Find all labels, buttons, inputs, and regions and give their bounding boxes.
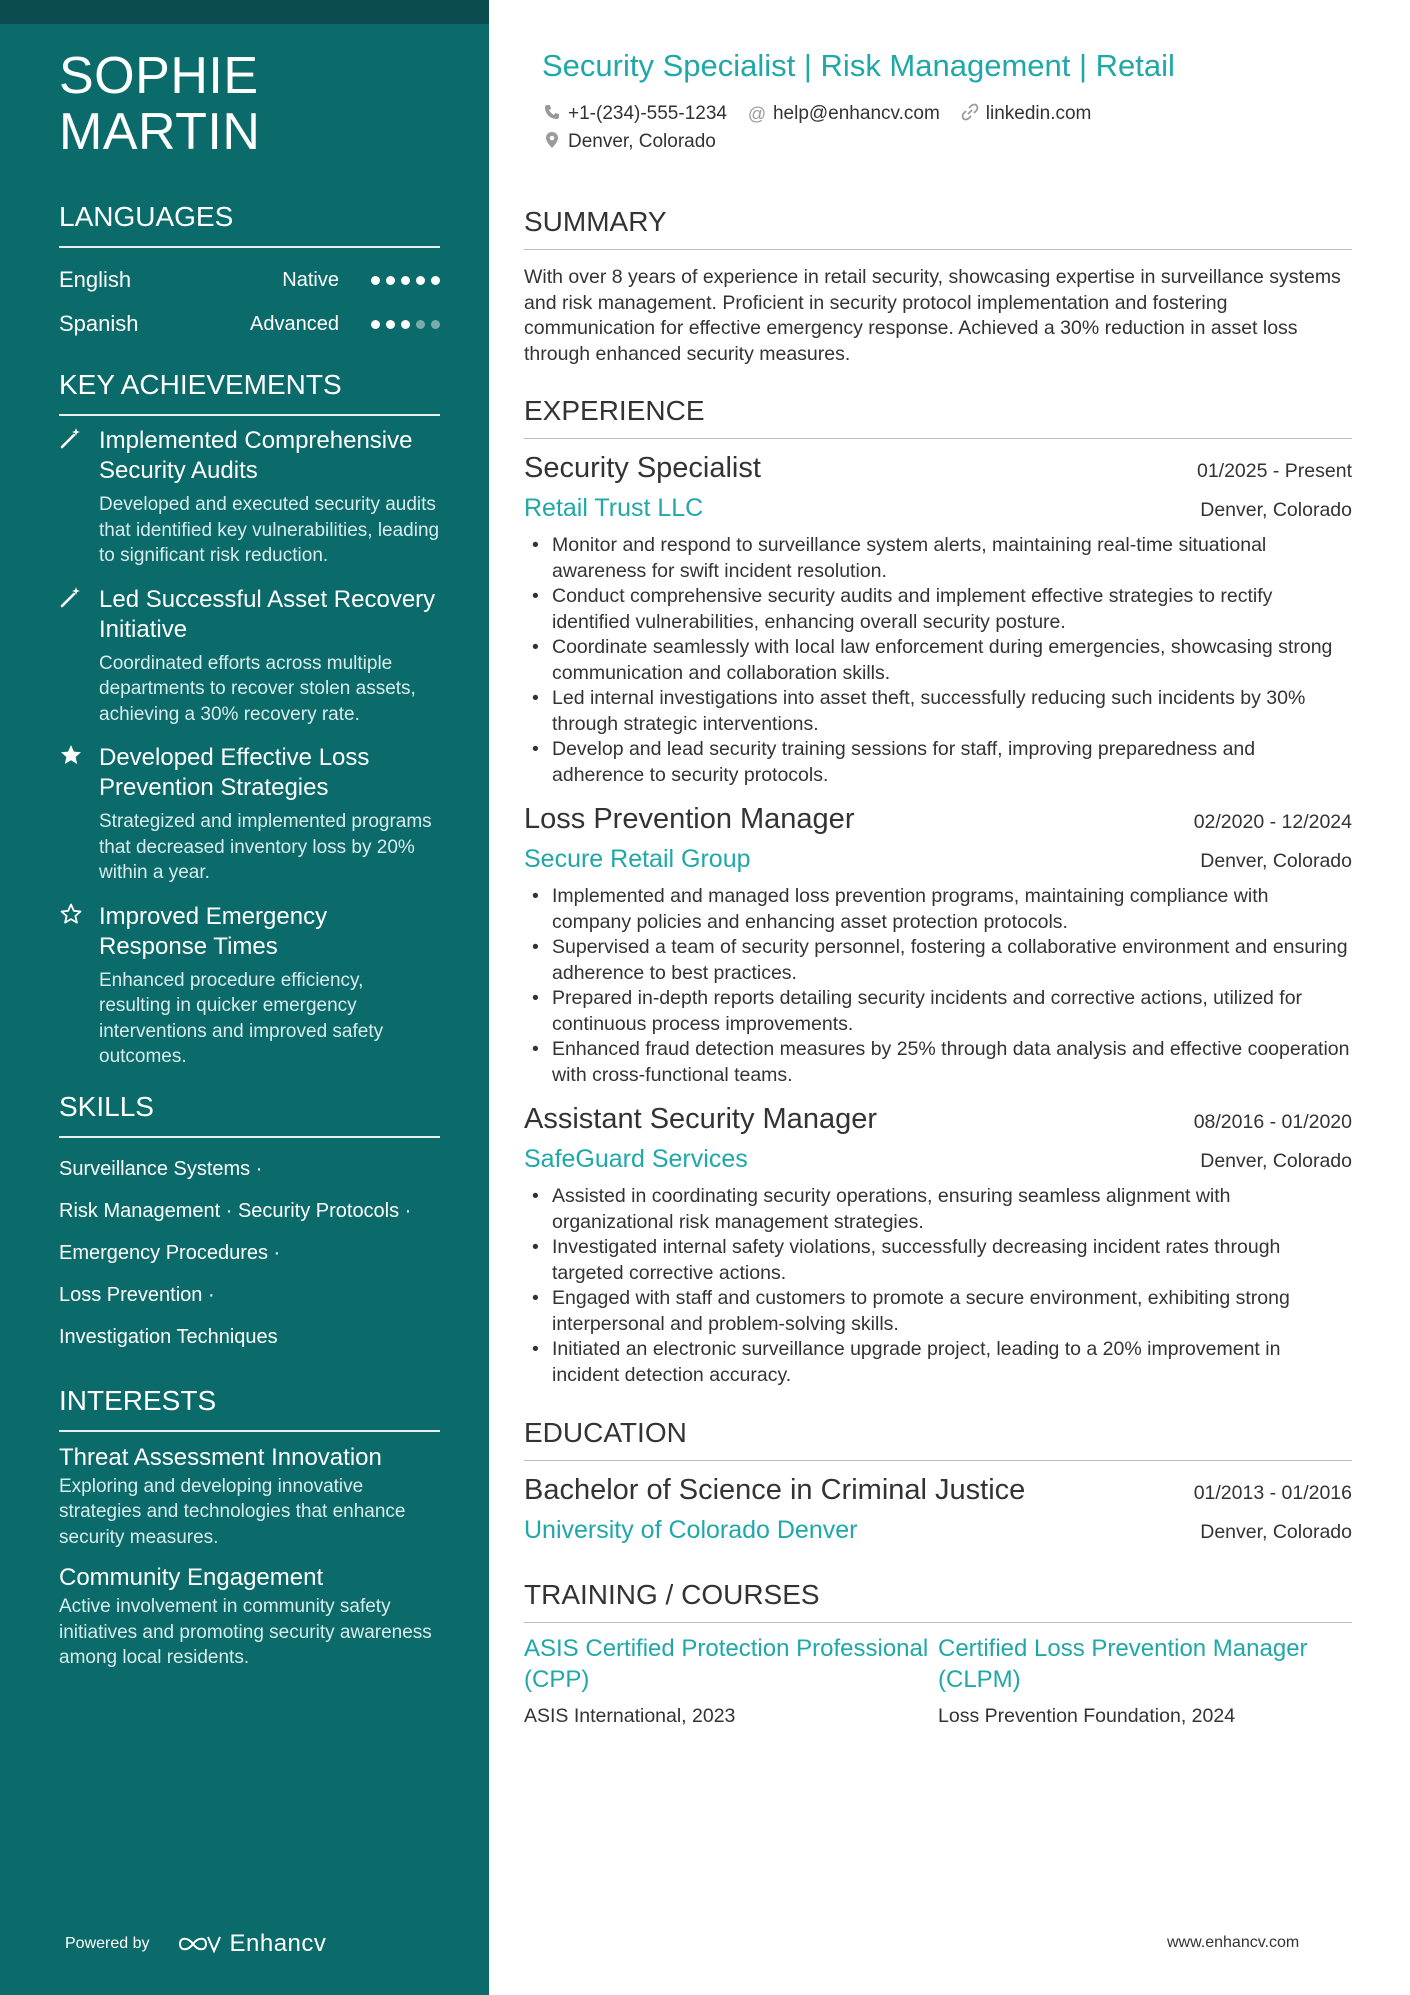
job-location: Denver, Colorado	[1200, 850, 1352, 872]
contact-info	[542, 100, 1091, 156]
job-dates: 01/2025 - Present	[1196, 460, 1352, 482]
magic-wand-icon	[59, 426, 99, 569]
achievement-item	[59, 585, 440, 728]
course-item	[524, 1633, 938, 1728]
skill-line: Surveillance Systems ·	[59, 1157, 263, 1180]
enhancv-logo[interactable]	[176, 1930, 327, 1958]
course-title: ASIS Certified Protection Professional (CPP)	[524, 1635, 929, 1693]
bullet: • Conduct comprehensive security audits and implement effective strategies to rectify identified vulnerabilities, enhancing overall security posture.	[524, 584, 1352, 635]
achievement-title: Improved Emergency Response Times	[99, 902, 328, 960]
sidebar-top-bar	[0, 0, 489, 24]
dot	[416, 276, 425, 285]
interest-title: Threat Assessment Innovation	[59, 1443, 382, 1471]
last-name: MARTIN	[59, 103, 261, 161]
achievement-desc: Developed and executed security audits that identified key vulnerabilities, leading to significant risk reduction.	[99, 494, 440, 566]
interest-desc: Exploring and developing innovative strategies and technologies that enhance security measures.	[59, 1475, 406, 1548]
job-company: SafeGuard Services	[524, 1145, 748, 1173]
powered-by-label: Powered by	[65, 1935, 150, 1952]
language-level: Native	[282, 268, 339, 291]
enhancv-logo-icon	[176, 1933, 222, 1955]
bullet: • Investigated internal safety violations, successfully decreasing incident rates through targeted corrective actions.	[524, 1235, 1352, 1286]
job-title: Security Specialist	[524, 452, 761, 484]
job-title: Loss Prevention Manager	[524, 803, 855, 835]
location-pin-icon	[542, 131, 562, 154]
sidebar-content	[59, 48, 440, 1683]
course-org: ASIS International, 2023	[524, 1705, 736, 1727]
experience-heading: EXPERIENCE	[524, 394, 1352, 439]
powered-by	[65, 1930, 326, 1958]
bullet: • Coordinate seamlessly with local law enforcement during emergencies, showcasing strong communication and collaboration skills.	[524, 635, 1352, 686]
location	[542, 131, 716, 154]
dot	[431, 320, 440, 329]
skill-line: Investigation Techniques	[59, 1325, 278, 1348]
education-dates: 01/2013 - 01/2016	[1193, 1482, 1352, 1504]
bullet: • Assisted in coordinating security operations, ensuring seamless alignment with organizational risk management strategies.	[524, 1184, 1352, 1235]
skills-heading: SKILLS	[59, 1090, 440, 1138]
bullet: • Enhanced fraud detection measures by 25% through data analysis and effective cooperation with cross-functional teams.	[524, 1037, 1352, 1088]
bullet: • Led internal investigations into asset theft, successfully reducing such incidents by 30% through strategic interventions.	[524, 686, 1352, 737]
footer-url[interactable]: www.enhancv.com	[1167, 1934, 1300, 1951]
first-name: SOPHIE	[59, 47, 259, 105]
interest-title: Community Engagement	[59, 1564, 324, 1591]
email-address: help@enhancv.com	[772, 103, 940, 124]
link-icon	[960, 103, 980, 126]
course-title: Certified Loss Prevention Manager (CLPM)	[938, 1635, 1308, 1693]
achievement-item	[59, 426, 440, 569]
bullet: • Implemented and managed loss prevention programs, maintaining compliance with company policies and enhancing asset protection protocols.	[524, 884, 1352, 935]
achievement-desc: Enhanced procedure efficiency, resulting in quicker emergency interventions and improved safety outcomes.	[99, 969, 384, 1067]
proficiency-dots	[371, 276, 440, 285]
language-name: English	[59, 267, 132, 292]
dot	[386, 320, 395, 329]
at-icon: @	[747, 103, 767, 124]
headline: Security Specialist | Risk Management | Retail	[542, 48, 1175, 83]
language-row	[59, 302, 440, 346]
interests-heading: INTERESTS	[59, 1384, 440, 1432]
job-company: Retail Trust LLC	[524, 494, 704, 522]
dot	[431, 276, 440, 285]
linkedin[interactable]	[960, 103, 1092, 126]
degree: Bachelor of Science in Criminal Justice	[524, 1474, 1026, 1506]
job-title: Assistant Security Manager	[524, 1103, 877, 1135]
job-entry	[524, 800, 1352, 1088]
achievement-desc: Coordinated efforts across multiple departments to recover stolen assets, achieving a 30% recovery rate.	[99, 652, 416, 725]
bullet: • Develop and lead security training sessions for staff, improving preparedness and adherence to security protocols.	[524, 737, 1352, 788]
job-dates: 02/2020 - 12/2024	[1193, 811, 1352, 833]
brand-name: Enhancv	[229, 1930, 327, 1957]
interest-desc: Active involvement in community safety initiatives and promoting security awareness among local residents.	[59, 1596, 432, 1668]
sidebar	[0, 0, 489, 1995]
dot	[401, 320, 410, 329]
phone-number: +1-(234)-555-1234	[568, 103, 727, 124]
education-entry	[524, 1471, 1352, 1549]
star-outline-icon	[59, 902, 99, 1070]
achievement-item	[59, 743, 440, 886]
education-heading: EDUCATION	[524, 1416, 1352, 1461]
achievements-section	[59, 368, 440, 1070]
proficiency-dots	[371, 320, 440, 329]
school: University of Colorado Denver	[524, 1516, 858, 1544]
skill-line: Emergency Procedures ·	[59, 1241, 281, 1264]
bullet: • Supervised a team of security personnel, fostering a collaborative environment and ensuring adherence to best practices.	[524, 935, 1352, 986]
dot	[371, 276, 380, 285]
location-text: Denver, Colorado	[568, 131, 716, 152]
magic-wand-icon	[59, 585, 99, 728]
job-company: Secure Retail Group	[524, 845, 751, 873]
phone-icon	[542, 104, 562, 125]
education-location: Denver, Colorado	[1200, 1521, 1352, 1543]
languages-section	[59, 200, 440, 346]
achievement-title: Led Successful Asset Recovery Initiative	[99, 585, 436, 643]
email[interactable]	[747, 103, 940, 125]
job-location: Denver, Colorado	[1200, 1150, 1352, 1172]
dot	[371, 320, 380, 329]
language-row	[59, 258, 440, 302]
languages-heading: LANGUAGES	[59, 200, 440, 248]
bullet: • Prepared in-depth reports detailing security incidents and corrective actions, utilized for continuous process improvements.	[524, 986, 1352, 1037]
language-name: Spanish	[59, 311, 139, 336]
job-location: Denver, Colorado	[1200, 499, 1352, 521]
candidate-name	[59, 48, 440, 160]
achievements-heading: KEY ACHIEVEMENTS	[59, 368, 440, 416]
achievement-desc: Strategized and implemented programs that decreased inventory loss by 20% within a year.	[99, 811, 432, 883]
job-bullets	[524, 1184, 1352, 1388]
course-item	[938, 1633, 1352, 1728]
skill-line: Risk Management · Security Protocols ·	[59, 1199, 412, 1222]
bullet: • Engaged with staff and customers to promote a secure environment, exhibiting strong interpersonal and problem-solving skills.	[524, 1286, 1352, 1337]
phone	[542, 103, 727, 125]
skill-line: Loss Prevention ·	[59, 1283, 215, 1306]
job-bullets	[524, 533, 1352, 788]
dot	[386, 276, 395, 285]
job-bullets	[524, 884, 1352, 1088]
achievement-title: Implemented Comprehensive Security Audits	[99, 427, 413, 484]
courses-list	[524, 1633, 1352, 1728]
training-heading: TRAINING / COURSES	[524, 1578, 1352, 1623]
job-dates: 08/2016 - 01/2020	[1193, 1111, 1352, 1133]
bullet: • Monitor and respond to surveillance system alerts, maintaining real-time situational awareness for swift incident resolution.	[524, 533, 1352, 584]
job-entry	[524, 449, 1352, 788]
course-org: Loss Prevention Foundation, 2024	[938, 1705, 1236, 1727]
achievement-title: Developed Effective Loss Prevention Strategies	[99, 744, 370, 801]
summary-text: With over 8 years of experience in retail security, showcasing expertise in surveillance systems and risk management. Proficient in security protocol implementation and fostering communication for effective emergency response. Achieved a 30% reduction in asset loss through enhanced security measures.	[524, 266, 1341, 365]
bullet: • Initiated an electronic surveillance upgrade project, leading to a 20% improvement in incident detection accuracy.	[524, 1337, 1352, 1388]
skills-section	[59, 1090, 440, 1358]
dot	[401, 276, 410, 285]
language-level: Advanced	[250, 312, 339, 335]
summary-heading: SUMMARY	[524, 205, 1352, 250]
achievement-item	[59, 902, 440, 1070]
star-filled-icon	[59, 743, 99, 886]
dot	[416, 320, 425, 329]
linkedin-url: linkedin.com	[985, 103, 1092, 124]
job-entry	[524, 1100, 1352, 1388]
interests-section	[59, 1384, 440, 1671]
